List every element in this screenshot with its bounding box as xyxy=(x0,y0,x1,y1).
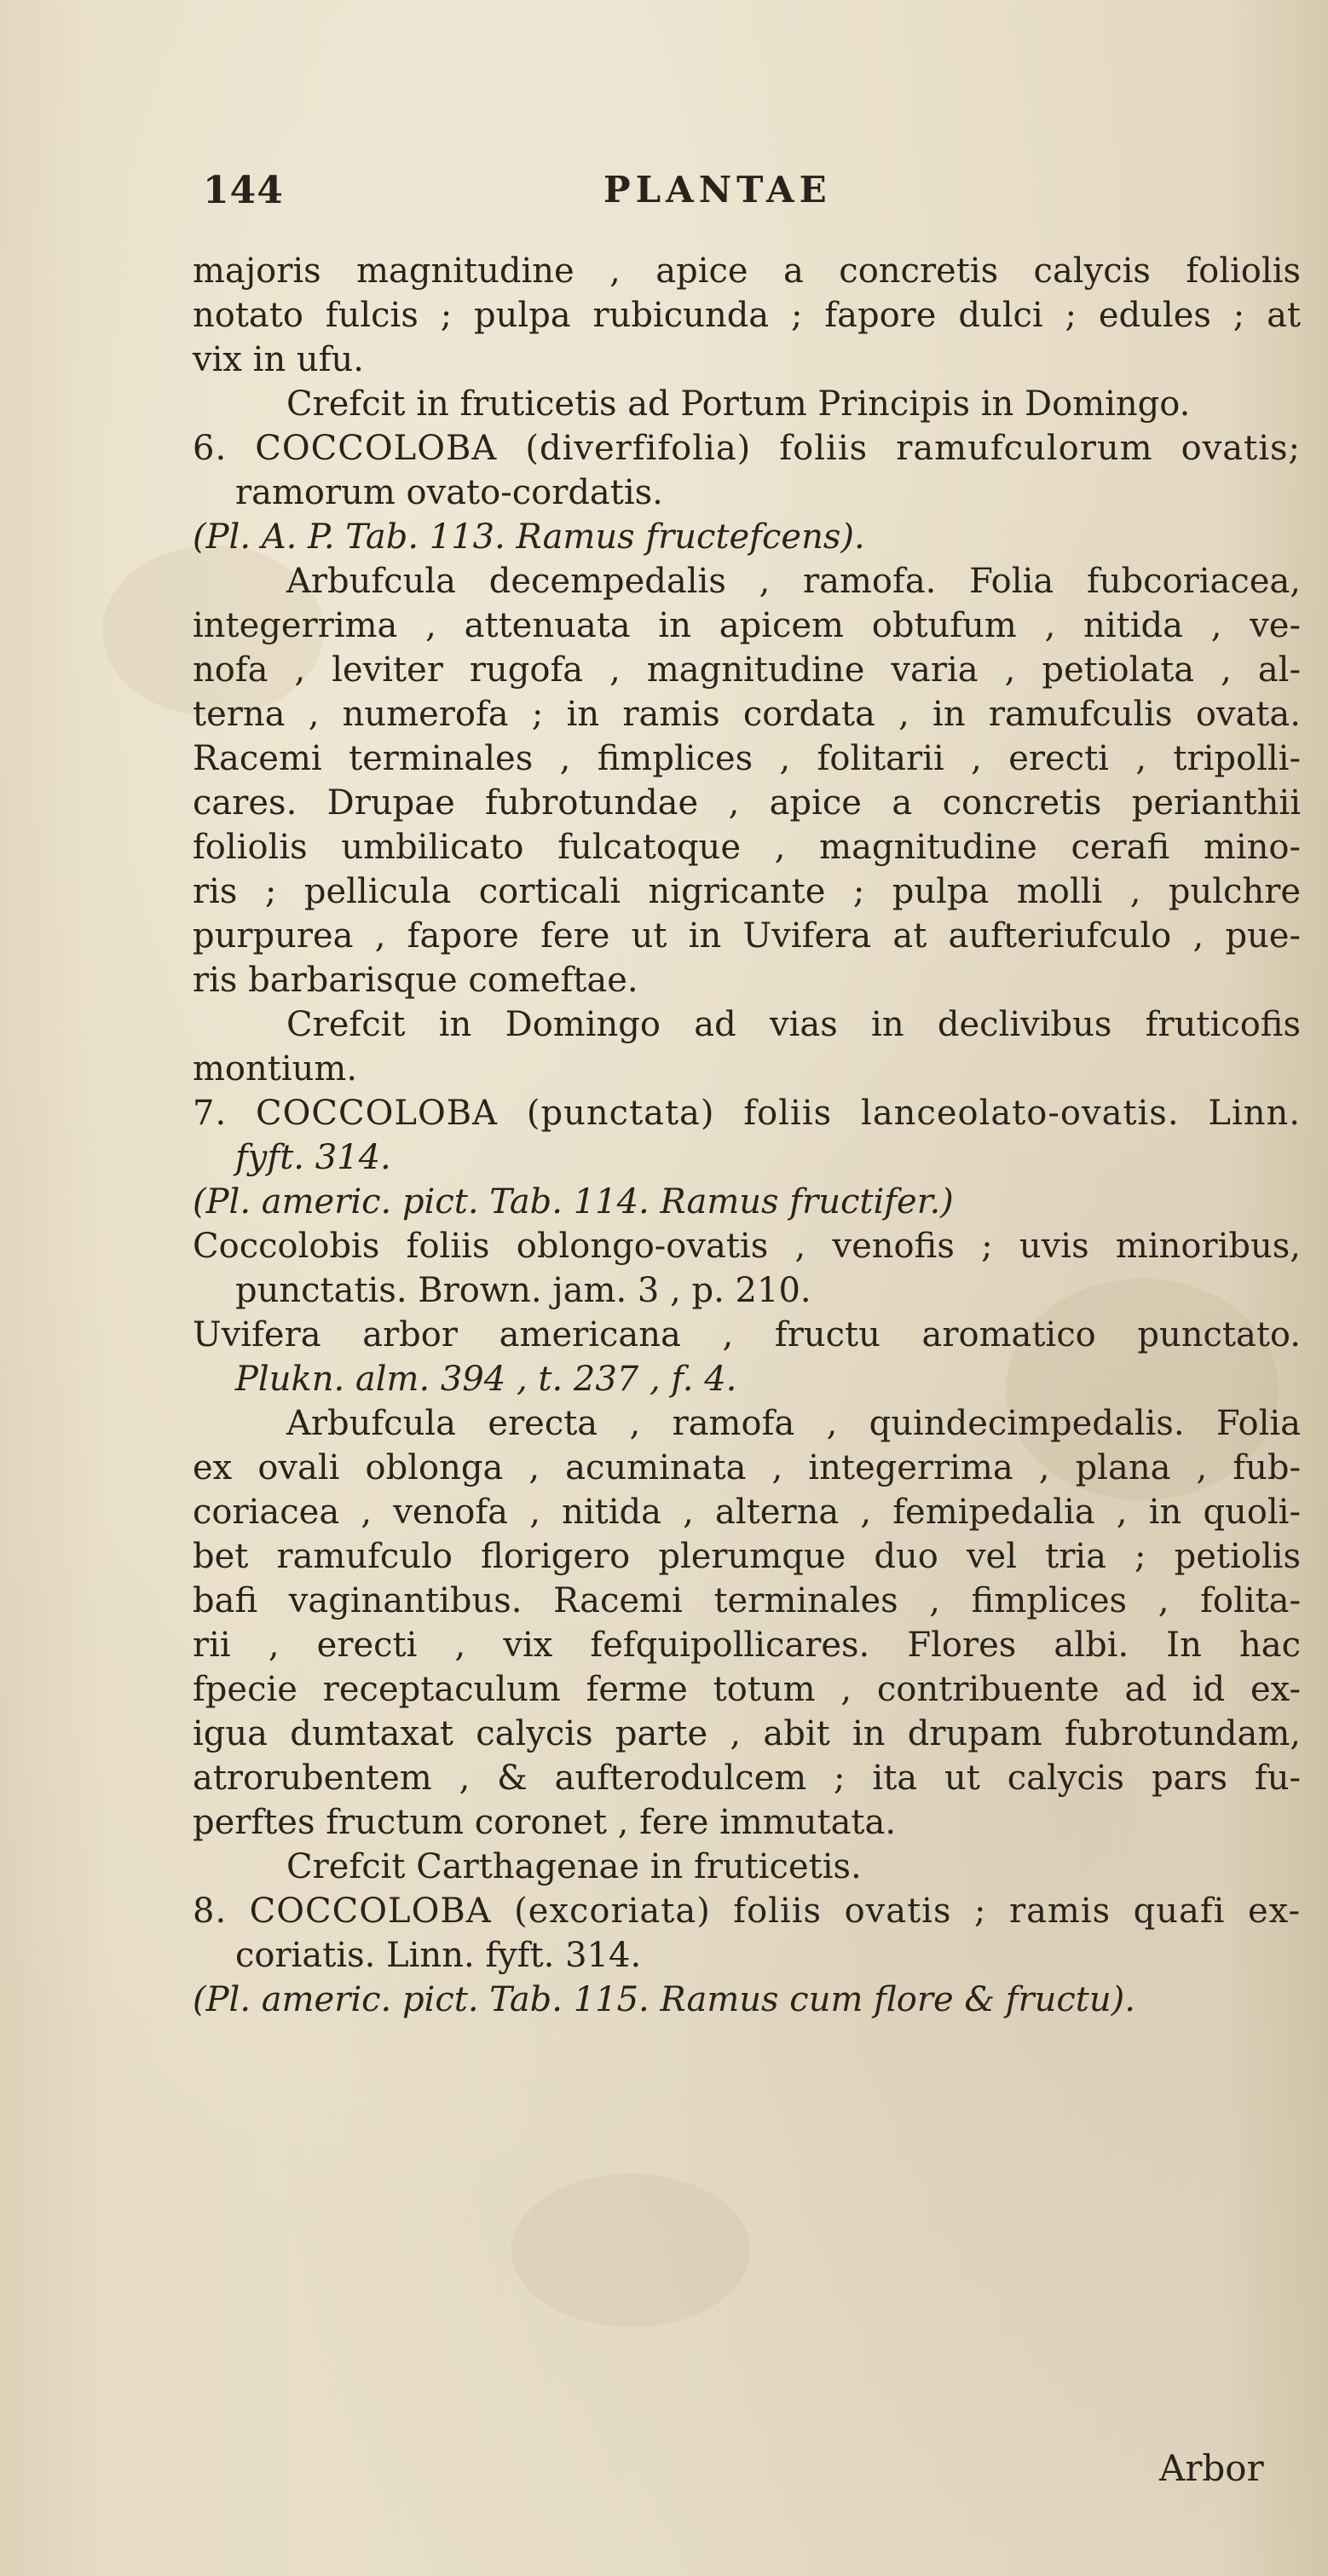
text-line: coriacea , venofa , nitida , alterna , femipedalia , in quoli- xyxy=(193,1493,1301,1532)
text-line: Plukn. alm. 394 , t. 237 , f. 4. xyxy=(235,1360,737,1399)
text-line: nofa , leviter rugofa , magnitudine varia , petiolata , al- xyxy=(193,650,1301,690)
text-line: montium. xyxy=(193,1049,358,1089)
page-header xyxy=(203,169,1140,220)
text-line: Coccolobis foliis oblongo-ovatis , venofis ; uvis minoribus, xyxy=(193,1227,1301,1266)
text-line: purpurea , fapore fere ut in Uvifera at aufteriufculo , pue- xyxy=(193,916,1301,956)
text-line: fyft. 314. xyxy=(235,1138,391,1177)
text-line: Arbufcula erecta , ramofa , quindecimpedalis. Folia xyxy=(286,1404,1301,1443)
text-line: cares. Drupae fubrotundae , apice a concretis perianthii xyxy=(193,783,1301,823)
text-line: foliolis umbilicato fulcatoque , magnitudine cerafi mino- xyxy=(193,828,1301,867)
text-line: punctatis. Brown. jam. 3 , p. 210. xyxy=(235,1271,811,1310)
running-head: PLANTAE xyxy=(603,169,832,211)
text-line: vix in ufu. xyxy=(193,340,364,379)
text-line: igua dumtaxat calycis parte , abit in drupam fubrotundam, xyxy=(193,1714,1301,1753)
plate-reference: (Pl. A. P. Tab. 113. Ramus fructefcens). xyxy=(193,517,865,557)
text-line: Uvifera arbor americana , fructu aromatico punctato. xyxy=(193,1315,1301,1354)
species-heading: 6. COCCOLOBA (diverfifolia) foliis ramufculorum ovatis; xyxy=(193,429,1301,468)
species-heading: 7. COCCOLOBA (punctata) foliis lanceolato-ovatis. Linn. xyxy=(193,1094,1301,1133)
species-heading: 8. COCCOLOBA (excoriata) foliis ovatis ; ramis quafi ex- xyxy=(193,1892,1301,1931)
page-number: 144 xyxy=(203,169,284,212)
text-line: Crefcit Carthagenae in fruticetis. xyxy=(286,1847,862,1886)
text-line: Racemi terminales , fimplices , folitarii , erecti , tripolli- xyxy=(193,739,1301,778)
text-line: bet ramufculo florigero plerumque duo vel tria ; petiolis xyxy=(193,1537,1301,1576)
text-line: Crefcit in Domingo ad vias in declivibus fruticofis xyxy=(286,1005,1301,1044)
text-line: atrorubentem , & aufterodulcem ; ita ut calycis pars fu- xyxy=(193,1759,1301,1798)
text-line: Crefcit in fruticetis ad Portum Principis in Domingo. xyxy=(286,384,1191,424)
catchword: Arbor xyxy=(1159,2447,1264,2489)
text-line: majoris magnitudine , apice a concretis calycis foliolis xyxy=(193,251,1301,291)
plate-reference: (Pl. americ. pict. Tab. 114. Ramus fructifer.) xyxy=(193,1182,954,1222)
text-line: ramorum ovato-cordatis. xyxy=(235,473,663,512)
text-line: fpecie receptaculum ferme totum , contribuente ad id ex- xyxy=(193,1670,1301,1709)
text-line: coriatis. Linn. fyft. 314. xyxy=(235,1936,642,1975)
text-line: bafi vaginantibus. Racemi terminales , fimplices , folita- xyxy=(193,1581,1301,1620)
body-text xyxy=(193,249,1301,2022)
text-line: perftes fructum coronet , fere immutata. xyxy=(193,1803,897,1842)
text-line: Arbufcula decempedalis , ramofa. Folia fubcoriacea, xyxy=(286,562,1301,601)
text-line: notato fulcis ; pulpa rubicunda ; fapore dulci ; edules ; at xyxy=(193,296,1301,335)
paper-stain xyxy=(511,2174,750,2327)
text-line: terna , numerofa ; in ramis cordata , in ramufculis ovata. xyxy=(193,695,1301,734)
text-line: rii , erecti , vix fefquipollicares. Flores albi. In hac xyxy=(193,1626,1301,1665)
text-line: ris barbarisque comeftae. xyxy=(193,961,638,1000)
plate-reference: (Pl. americ. pict. Tab. 115. Ramus cum flore & fructu). xyxy=(193,1980,1135,2019)
text-line: integerrima , attenuata in apicem obtufum , nitida , ve- xyxy=(193,606,1301,645)
text-line: ris ; pellicula corticali nigricante ; pulpa molli , pulchre xyxy=(193,872,1301,911)
text-line: ex ovali oblonga , acuminata , integerrima , plana , fub- xyxy=(193,1448,1301,1487)
